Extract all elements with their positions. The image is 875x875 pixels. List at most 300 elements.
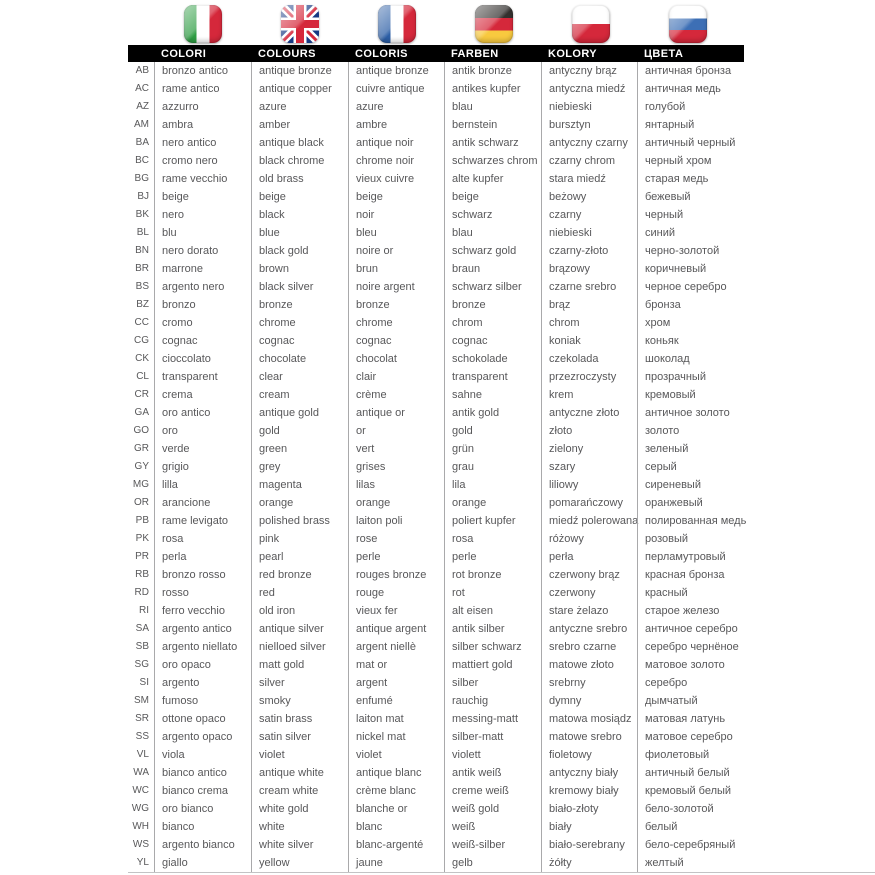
color-name-polish: niebieski [541,224,637,242]
color-name-russian: красная бронза [637,566,875,584]
table-row [128,692,875,710]
color-code: BA [135,137,149,148]
color-name-italian: giallo [154,854,251,872]
color-name-french: antique bronze [348,62,444,80]
color-name-french: cognac [348,332,444,350]
color-name-english: antique bronze [251,62,348,80]
color-code: VL [136,749,149,760]
color-name-russian: черный хром [637,152,875,170]
color-name-french: jaune [348,854,444,872]
color-name-polish: srebrny [541,674,637,692]
color-name-russian: античная медь [637,80,875,98]
color-name-russian: кремовый [637,386,875,404]
color-name-english: brown [251,260,348,278]
color-name-polish: koniak [541,332,637,350]
color-name-english: black chrome [251,152,348,170]
color-name-german: grau [444,458,541,476]
color-name-german: perle [444,548,541,566]
color-name-english: satin silver [251,728,348,746]
color-name-french: cuivre antique [348,80,444,98]
color-name-german: silber-matt [444,728,541,746]
color-name-german: blau [444,224,541,242]
color-code: MG [132,479,149,490]
color-name-english: chocolate [251,350,348,368]
color-name-french: vieux fer [348,602,444,620]
color-name-german: schwarzes chrom [444,152,541,170]
table-row [128,314,875,332]
color-name-italian: transparent [154,368,251,386]
color-name-english: clear [251,368,348,386]
color-code: SG [134,659,149,670]
color-name-english: pink [251,530,348,548]
color-name-english: satin brass [251,710,348,728]
color-name-french: or [348,422,444,440]
color-name-italian: bianco antico [154,764,251,782]
color-name-italian: bronzo rosso [154,566,251,584]
color-name-italian: beige [154,188,251,206]
color-name-russian: шоколад [637,350,875,368]
color-name-german: antikes kupfer [444,80,541,98]
color-name-german: grün [444,440,541,458]
color-name-english: black silver [251,278,348,296]
color-name-english: white silver [251,836,348,854]
color-name-german: rot bronze [444,566,541,584]
color-name-german: alte kupfer [444,170,541,188]
header-farben: FARBEN [451,47,499,60]
table-row [128,476,875,494]
code-column-spacer [128,43,154,45]
color-name-polish: perła [541,548,637,566]
color-code: WH [132,821,149,832]
uk-flag-icon [281,5,319,43]
color-name-polish: liliowy [541,476,637,494]
color-name-french: azure [348,98,444,116]
color-name-polish: biały [541,818,637,836]
color-code: GO [133,425,149,436]
color-code: YL [136,857,149,868]
color-name-polish: antyczna miedź [541,80,637,98]
color-name-french: antique or [348,404,444,422]
table-row [128,764,875,782]
color-code: OR [134,497,149,508]
color-name-russian: янтарный [637,116,875,134]
table-row [128,404,875,422]
color-name-italian: rame levigato [154,512,251,530]
color-name-french: vert [348,440,444,458]
color-name-polish: niebieski [541,98,637,116]
color-name-italian: verde [154,440,251,458]
color-code: SM [134,695,149,706]
color-name-french: noir [348,206,444,224]
color-name-italian: argento [154,674,251,692]
color-name-english: old brass [251,170,348,188]
color-code: CR [134,389,149,400]
color-name-french: blanc [348,818,444,836]
color-name-german: blau [444,98,541,116]
color-name-french: rose [348,530,444,548]
color-name-russian: старая медь [637,170,875,188]
color-name-german: sahne [444,386,541,404]
table-row [128,350,875,368]
table-row [128,836,875,854]
color-name-german: cognac [444,332,541,350]
color-name-english: red [251,584,348,602]
color-name-english: green [251,440,348,458]
color-name-italian: fumoso [154,692,251,710]
header-coloris: COLORIS [355,47,408,60]
color-code: GA [134,407,149,418]
color-name-italian: bianco crema [154,782,251,800]
color-code: PR [135,551,149,562]
table-row [128,440,875,458]
color-name-russian: дымчатый [637,692,875,710]
color-code: RB [135,569,149,580]
color-translation-sheet [128,0,875,873]
color-name-polish: antyczne złoto [541,404,637,422]
table-row [128,422,875,440]
color-name-english: black gold [251,242,348,260]
color-name-polish: przezroczysty [541,368,637,386]
color-name-german: lila [444,476,541,494]
color-name-polish: pomarańczowy [541,494,637,512]
color-name-italian: oro antico [154,404,251,422]
color-name-russian: красный [637,584,875,602]
color-name-english: amber [251,116,348,134]
color-code: CL [136,371,149,382]
color-name-polish: antyczny brąz [541,62,637,80]
table-body [128,62,875,873]
color-name-polish: brązowy [541,260,637,278]
table-row [128,620,875,638]
color-name-french: rouge [348,584,444,602]
color-name-italian: cognac [154,332,251,350]
color-code: GR [134,443,149,454]
color-name-italian: oro opaco [154,656,251,674]
color-name-italian: perla [154,548,251,566]
color-name-russian: перламутровый [637,548,875,566]
color-name-german: antik gold [444,404,541,422]
color-name-polish: szary [541,458,637,476]
color-name-russian: серебро [637,674,875,692]
color-name-italian: cioccolato [154,350,251,368]
color-name-french: laiton poli [348,512,444,530]
color-name-italian: oro [154,422,251,440]
color-name-german: schwarz gold [444,242,541,260]
table-row [128,332,875,350]
russia-flag-icon [669,5,707,43]
color-name-french: antique blanc [348,764,444,782]
color-name-german: weiß gold [444,800,541,818]
italy-flag-icon [184,5,222,43]
color-name-russian: желтый [637,854,875,872]
color-name-german: gold [444,422,541,440]
color-name-russian: бело-золотой [637,800,875,818]
color-name-english: antique gold [251,404,348,422]
color-code: BZ [136,299,149,310]
color-name-french: ambre [348,116,444,134]
color-name-french: enfumé [348,692,444,710]
table-row [128,674,875,692]
table-row [128,458,875,476]
color-name-polish: czarne srebro [541,278,637,296]
color-name-russian: зеленый [637,440,875,458]
color-name-italian: rosso [154,584,251,602]
color-name-russian: фиолетовый [637,746,875,764]
color-name-italian: crema [154,386,251,404]
color-name-german: weiß [444,818,541,836]
color-name-english: beige [251,188,348,206]
color-name-italian: cromo [154,314,251,332]
color-name-russian: бежевый [637,188,875,206]
table-row [128,278,875,296]
color-name-english: antique black [251,134,348,152]
color-name-german: braun [444,260,541,278]
color-name-french: argent [348,674,444,692]
color-name-english: black [251,206,348,224]
color-code: CC [134,317,149,328]
color-code: WG [131,803,149,814]
color-name-german: mattiert gold [444,656,541,674]
color-name-french: vieux cuivre [348,170,444,188]
header-colori: COLORI [161,47,207,60]
color-name-english: polished brass [251,512,348,530]
color-name-french: noire or [348,242,444,260]
color-name-german: antik schwarz [444,134,541,152]
color-name-italian: argento bianco [154,836,251,854]
color-code: CG [134,335,149,346]
color-name-english: pearl [251,548,348,566]
color-name-russian: кремовый белый [637,782,875,800]
color-name-french: blanche or [348,800,444,818]
table-row [128,710,875,728]
color-name-polish: czerwony brąz [541,566,637,584]
color-name-french: orange [348,494,444,512]
color-name-polish: matowa mosiądz [541,710,637,728]
color-name-english: blue [251,224,348,242]
color-name-polish: beżowy [541,188,637,206]
color-code: BJ [137,191,149,202]
color-name-french: clair [348,368,444,386]
color-name-french: brun [348,260,444,278]
color-name-english: red bronze [251,566,348,584]
color-code: PK [135,533,149,544]
color-code: AM [134,119,149,130]
color-name-italian: lilla [154,476,251,494]
table-row [128,566,875,584]
color-name-german: antik weiß [444,764,541,782]
table-row [128,818,875,836]
color-name-polish: biało-złoty [541,800,637,818]
color-name-italian: nero dorato [154,242,251,260]
color-name-russian: античный черный [637,134,875,152]
color-name-french: crème [348,386,444,404]
color-name-german: schokolade [444,350,541,368]
color-name-english: nielloed silver [251,638,348,656]
color-name-french: noire argent [348,278,444,296]
color-name-polish: antyczny czarny [541,134,637,152]
color-name-german: poliert kupfer [444,512,541,530]
color-name-polish: antyczne srebro [541,620,637,638]
color-name-german: gelb [444,854,541,872]
color-name-italian: grigio [154,458,251,476]
color-name-german: schwarz silber [444,278,541,296]
color-name-english: white [251,818,348,836]
color-name-english: gold [251,422,348,440]
color-name-german: violett [444,746,541,764]
color-name-english: azure [251,98,348,116]
table-row [128,134,875,152]
color-name-russian: синий [637,224,875,242]
table-row [128,260,875,278]
color-name-german: transparent [444,368,541,386]
color-code: BC [135,155,149,166]
color-name-english: silver [251,674,348,692]
table-row [128,782,875,800]
color-name-italian: ferro vecchio [154,602,251,620]
poland-flag-icon [572,5,610,43]
color-name-german: antik silber [444,620,541,638]
color-name-french: mat or [348,656,444,674]
table-row [128,602,875,620]
color-name-italian: rame antico [154,80,251,98]
color-name-italian: marrone [154,260,251,278]
color-name-polish: czarny chrom [541,152,637,170]
color-name-polish: stare żelazo [541,602,637,620]
table-row [128,656,875,674]
color-name-russian: черно-золотой [637,242,875,260]
color-name-italian: nero antico [154,134,251,152]
color-name-russian: голубой [637,98,875,116]
color-name-polish: żółty [541,854,637,872]
color-name-polish: miedź polerowana [541,512,637,530]
table-row [128,98,875,116]
table-row [128,728,875,746]
table-row [128,188,875,206]
color-name-french: antique noir [348,134,444,152]
color-code: SI [139,677,149,688]
color-name-russian: серебро чернёное [637,638,875,656]
color-code: WS [132,839,149,850]
flags-row [128,0,875,45]
table-row [128,530,875,548]
color-name-russian: античный белый [637,764,875,782]
table-row [128,224,875,242]
france-flag-icon [378,5,416,43]
color-name-russian: золото [637,422,875,440]
color-name-russian: черное серебро [637,278,875,296]
color-name-english: yellow [251,854,348,872]
color-name-german: messing-matt [444,710,541,728]
table-row [128,116,875,134]
color-name-italian: nero [154,206,251,224]
table-row [128,584,875,602]
color-name-italian: azzurro [154,98,251,116]
color-name-german: weiß-silber [444,836,541,854]
header-cveta: ЦВЕТА [644,47,684,60]
color-name-russian: бронза [637,296,875,314]
color-name-english: white gold [251,800,348,818]
color-name-german: silber [444,674,541,692]
color-name-english: antique white [251,764,348,782]
color-name-russian: сиреневый [637,476,875,494]
color-name-polish: matowe złoto [541,656,637,674]
color-name-polish: dymny [541,692,637,710]
color-code: AZ [136,101,149,112]
color-name-french: antique argent [348,620,444,638]
color-name-italian: oro bianco [154,800,251,818]
color-code: SR [135,713,149,724]
color-name-english: cream [251,386,348,404]
color-name-russian: черный [637,206,875,224]
color-name-french: bleu [348,224,444,242]
table-row [128,548,875,566]
color-name-french: chocolat [348,350,444,368]
table-row [128,152,875,170]
color-code: RI [139,605,149,616]
table-row [128,854,875,872]
table-row [128,494,875,512]
color-name-polish: matowe srebro [541,728,637,746]
color-name-polish: czarny-złoto [541,242,637,260]
color-name-german: alt eisen [444,602,541,620]
color-name-french: perle [348,548,444,566]
color-name-italian: argento nero [154,278,251,296]
table-row [128,242,875,260]
color-code: PB [135,515,149,526]
table-row [128,206,875,224]
color-name-english: old iron [251,602,348,620]
header-kolory: KOLORY [548,47,598,60]
color-name-french: rouges bronze [348,566,444,584]
header-colours: COLOURS [258,47,316,60]
color-name-english: orange [251,494,348,512]
table-row [128,638,875,656]
color-name-italian: ambra [154,116,251,134]
color-name-russian: прозрачный [637,368,875,386]
color-code: SB [135,641,149,652]
color-name-italian: bronzo [154,296,251,314]
color-name-russian: розовый [637,530,875,548]
color-code: WA [133,767,149,778]
color-name-german: beige [444,188,541,206]
color-name-polish: bursztyn [541,116,637,134]
color-name-polish: zielony [541,440,637,458]
color-name-italian: viola [154,746,251,764]
germany-flag-icon [475,5,513,43]
color-code: AB [135,65,149,76]
color-name-english: cream white [251,782,348,800]
color-code: SA [135,623,149,634]
color-name-russian: бело-серебряный [637,836,875,854]
color-code: SS [135,731,149,742]
color-name-italian: argento opaco [154,728,251,746]
color-name-polish: chrom [541,314,637,332]
color-name-german: creme weiß [444,782,541,800]
color-name-russian: матовое серебро [637,728,875,746]
color-name-italian: cromo nero [154,152,251,170]
color-code: BL [136,227,149,238]
color-name-italian: bronzo antico [154,62,251,80]
table-row [128,62,875,80]
color-name-italian: arancione [154,494,251,512]
table-row [128,170,875,188]
color-name-russian: старое железо [637,602,875,620]
color-name-english: cognac [251,332,348,350]
color-name-english: grey [251,458,348,476]
color-code: BN [135,245,149,256]
color-name-italian: ottone opaco [154,710,251,728]
color-name-english: magenta [251,476,348,494]
